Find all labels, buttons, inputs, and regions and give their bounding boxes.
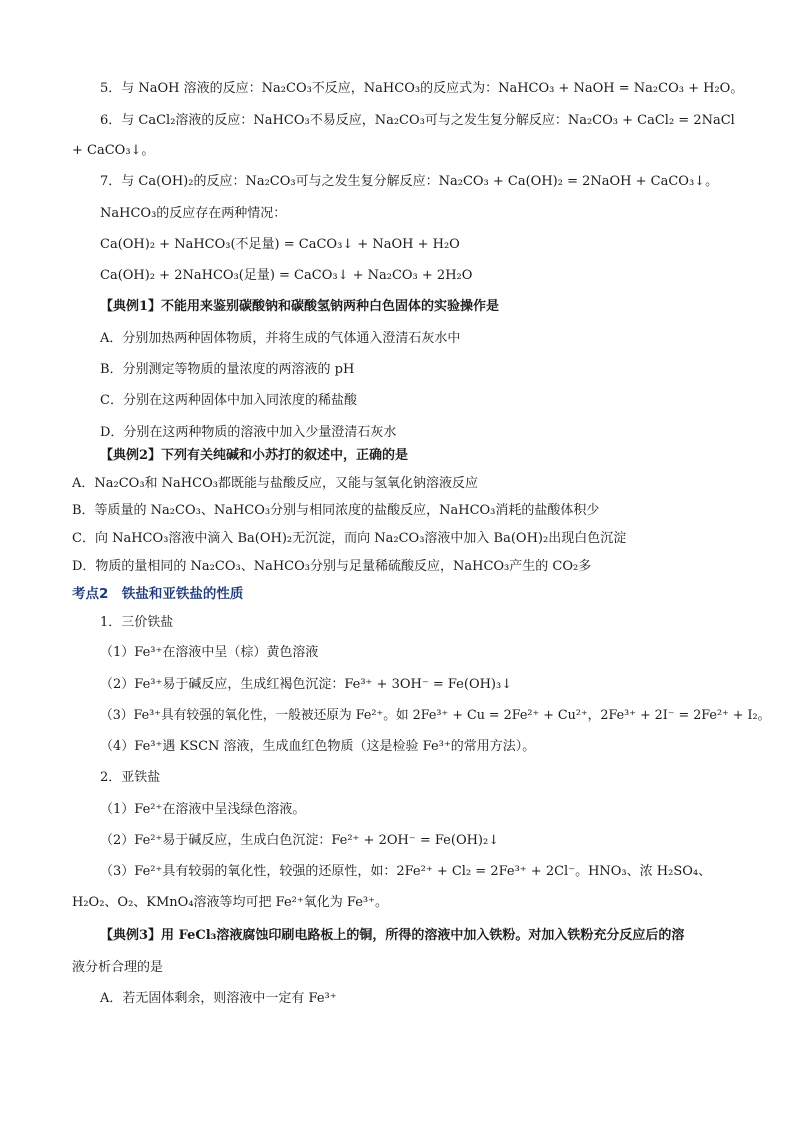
subsection-ferric-salts: 1．三价铁盐 xyxy=(100,615,174,630)
example-2-option-d: D．物质的量相同的 Na₂CO₃、NaHCO₃分别与足量稀硫酸反应，NaHCO₃产生的 CO₂多 xyxy=(72,559,592,574)
ferrous-point-3-continuation: H₂O₂、O₂、KMnO₄溶液等均可把 Fe²⁺氧化为 Fe³⁺。 xyxy=(72,895,388,910)
item-7-caoh2-reaction: 7．与 Ca(OH)₂的反应：Na₂CO₃可与之发生复分解反应：Na₂CO₃ + Ca(OH)₂ = 2NaOH + CaCO₃↓。 xyxy=(100,174,719,189)
nahco3-two-cases-text: NaHCO₃的反应存在两种情况： xyxy=(100,206,287,221)
ferrous-point-3: （3）Fe²⁺具有较弱的氧化性，较强的还原性，如：2Fe²⁺ + Cl₂ = 2Fe³⁺ + 2Cl⁻。HNO₃、浓 H₂SO₄、 xyxy=(100,864,712,879)
example-1-question: 【典例1】不能用来鉴别碳酸钠和碳酸氢钠两种白色固体的实验操作是 xyxy=(100,299,500,314)
equation-insufficient: Ca(OH)₂ + NaHCO₃(不足量) = CaCO₃↓ + NaOH + H₂O xyxy=(100,237,460,252)
example-1-option-d: D．分别在这两种物质的溶液中加入少量澄清石灰水 xyxy=(100,425,397,440)
item-6-cacl2-reaction: 6．与 CaCl₂溶液的反应：NaHCO₃不易反应，Na₂CO₃可与之发生复分解反应：Na₂CO₃ + CaCl₂ = 2NaCl xyxy=(100,113,735,128)
example-3-question: 【典例3】用 FeCl₃溶液腐蚀印刷电路板上的铜，所得的溶液中加入铁粉。对加入铁粉充分反应后的溶 xyxy=(100,928,685,943)
example-1-option-b: B．分别测定等物质的量浓度的两溶液的 pH xyxy=(100,362,355,377)
ferrous-point-2: （2）Fe²⁺易于碱反应，生成白色沉淀：Fe²⁺ + 2OH⁻ = Fe(OH)₂↓ xyxy=(100,833,500,848)
example-2-option-a: A．Na₂CO₃和 NaHCO₃都既能与盐酸反应，又能与氢氧化钠溶液反应 xyxy=(72,476,478,491)
example-2-option-c: C．向 NaHCO₃溶液中滴入 Ba(OH)₂无沉淀，而向 Na₂CO₃溶液中加入 Ba(OH)₂出现白色沉淀 xyxy=(72,531,627,546)
ferrous-point-1: （1）Fe²⁺在溶液中呈浅绿色溶液。 xyxy=(100,802,306,817)
ferric-point-3: （3）Fe³⁺具有较强的氧化性，一般被还原为 Fe²⁺。如 2Fe³⁺ + Cu = 2Fe²⁺ + Cu²⁺，2Fe³⁺ + 2I⁻ = 2Fe²⁺ + I₂。 xyxy=(100,708,771,723)
ferric-point-1: （1）Fe³⁺在溶液中呈（棕）黄色溶液 xyxy=(100,645,319,660)
item-5-naoh-reaction: 5．与 NaOH 溶液的反应：Na₂CO₃不反应，NaHCO₃的反应式为：NaHCO₃ + NaOH = Na₂CO₃ + H₂O。 xyxy=(100,81,744,96)
section-heading-iron-salts: 考点2 铁盐和亚铁盐的性质 xyxy=(72,586,244,602)
example-1-option-a: A．分别加热两种固体物质，并将生成的气体通入澄清石灰水中 xyxy=(100,331,461,346)
example-3-question-continuation: 液分析合理的是 xyxy=(72,960,164,975)
item-6-continuation: + CaCO₃↓。 xyxy=(72,143,155,158)
ferric-point-2: （2）Fe³⁺易于碱反应，生成红褐色沉淀：Fe³⁺ + 3OH⁻ = Fe(OH)₃↓ xyxy=(100,677,513,692)
example-2-question: 【典例2】下列有关纯碱和小苏打的叙述中，正确的是 xyxy=(100,448,409,463)
ferric-point-4: （4）Fe³⁺遇 KSCN 溶液，生成血红色物质（这是检验 Fe³⁺的常用方法）。 xyxy=(100,739,536,754)
subsection-ferrous-salts: 2．亚铁盐 xyxy=(100,770,161,785)
equation-sufficient: Ca(OH)₂ + 2NaHCO₃(足量) = CaCO₃↓ + Na₂CO₃ + 2H₂O xyxy=(100,268,473,283)
example-2-option-b: B．等质量的 Na₂CO₃、NaHCO₃分别与相同浓度的盐酸反应，NaHCO₃消耗的盐酸体积少 xyxy=(72,503,600,518)
example-1-option-c: C．分别在这两种固体中加入同浓度的稀盐酸 xyxy=(100,393,357,408)
example-3-option-a: A．若无固体剩余，则溶液中一定有 Fe³⁺ xyxy=(100,991,337,1006)
